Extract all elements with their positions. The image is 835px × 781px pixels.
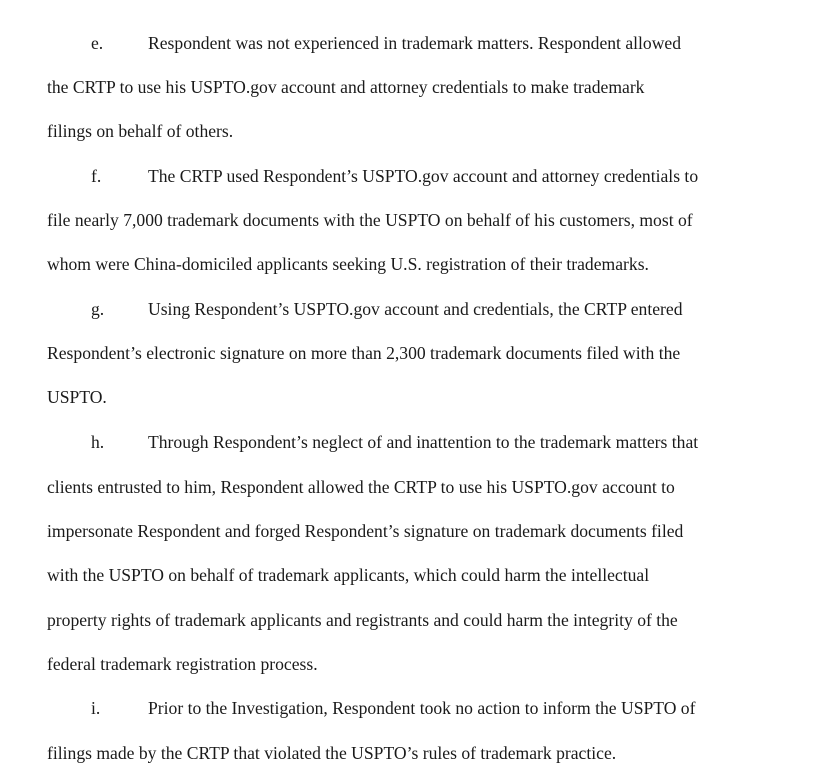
paragraph-h-line-1 [91, 434, 698, 452]
paragraph-g-marker: g. [91, 299, 105, 319]
paragraph-e-line-1 [91, 35, 681, 53]
paragraph-g-line-2: Respondent’s electronic signature on more than 2,300 trademark documents filed with the [47, 343, 681, 363]
paragraph-h-line-6: federal trademark registration process. [47, 654, 318, 674]
paragraph-g-line-3: USPTO. [47, 387, 107, 407]
paragraph-i-marker: i. [91, 698, 101, 718]
paragraph-f-marker: f. [91, 166, 102, 186]
paragraph-f-line-1 [91, 168, 698, 186]
paragraph-h-text: Through Respondent’s neglect of and inattention to the trademark matters that [148, 432, 699, 452]
paragraph-h-line-3: impersonate Respondent and forged Respondent’s signature on trademark documents filed [47, 521, 684, 541]
paragraph-h-marker: h. [91, 432, 105, 452]
paragraph-i-text: Prior to the Investigation, Respondent took no action to inform the USPTO of [148, 698, 696, 718]
paragraph-e-marker: e. [91, 33, 104, 53]
paragraph-h-line-4: with the USPTO on behalf of trademark applicants, which could harm the intellectual [47, 565, 650, 585]
paragraph-h-line-5: property rights of trademark applicants and registrants and could harm the integrity of the [47, 610, 678, 630]
paragraph-h-line-2: clients entrusted to him, Respondent allowed the CRTP to use his USPTO.gov account to [47, 477, 675, 497]
paragraph-e-text: Respondent was not experienced in trademark matters. Respondent allowed [148, 33, 682, 53]
paragraph-i-line-2: filings made by the CRTP that violated the USPTO’s rules of trademark practice. [47, 743, 617, 763]
paragraph-f-text: The CRTP used Respondent’s USPTO.gov account and attorney credentials to [148, 166, 699, 186]
paragraph-g-line-1 [91, 301, 683, 319]
paragraph-g-text: Using Respondent’s USPTO.gov account and credentials, the CRTP entered [148, 299, 683, 319]
paragraph-f-line-3: whom were China-domiciled applicants seeking U.S. registration of their trademarks. [47, 254, 649, 274]
paragraph-e-line-2: the CRTP to use his USPTO.gov account and attorney credentials to make trademark [47, 77, 645, 97]
paragraph-e-line-3: filings on behalf of others. [47, 121, 234, 141]
paragraph-i-line-1 [91, 700, 695, 718]
paragraph-f-line-2: file nearly 7,000 trademark documents with the USPTO on behalf of his customers, most of [47, 210, 693, 230]
